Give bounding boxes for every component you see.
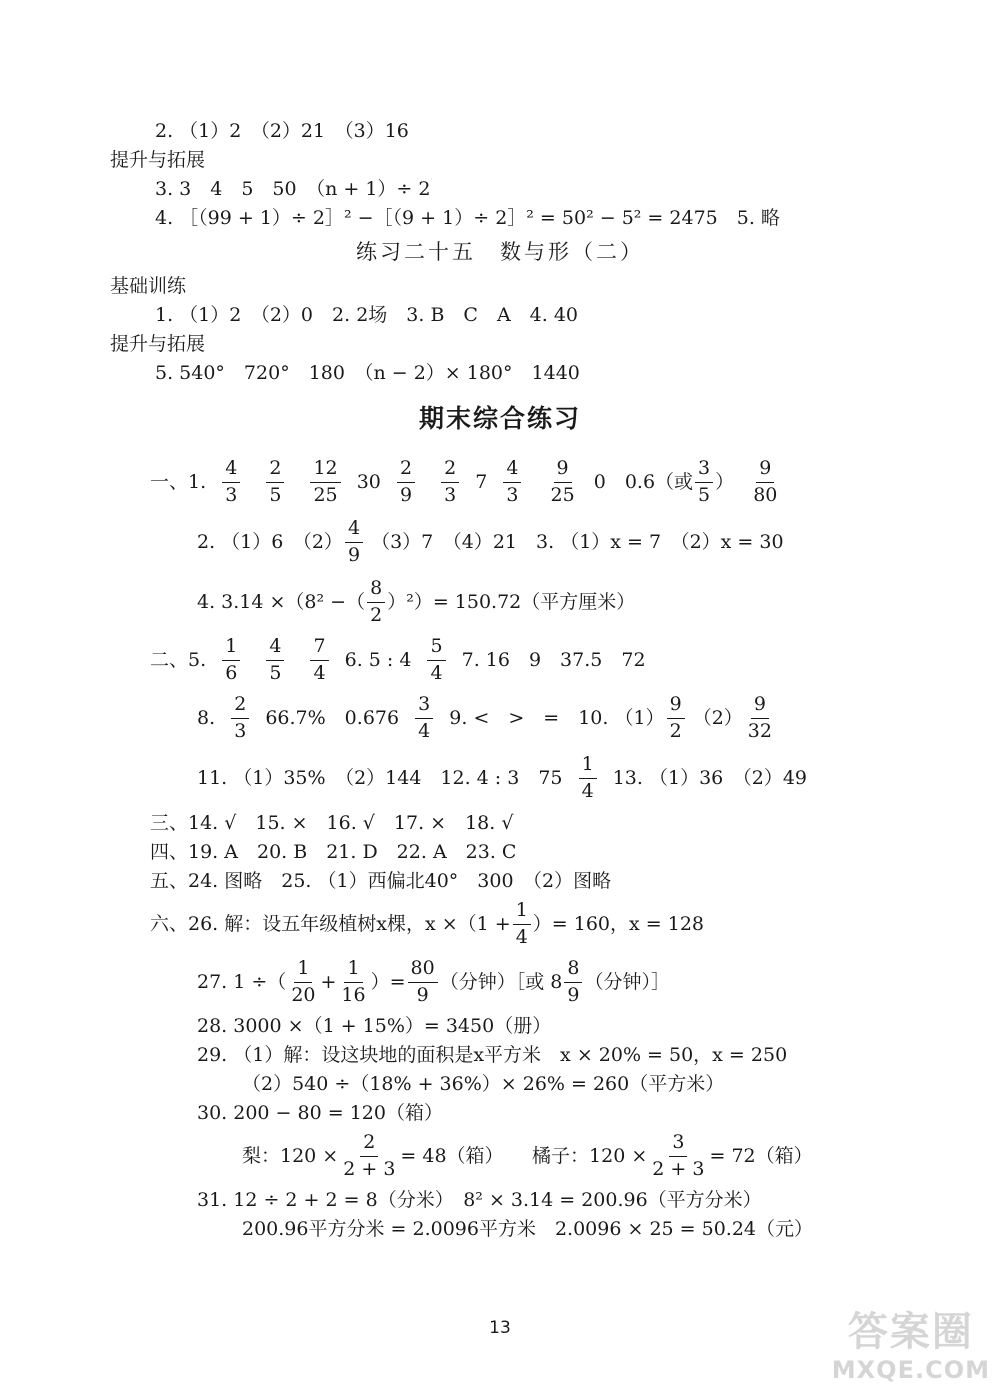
answer-row	[197, 958, 670, 1007]
fraction	[397, 458, 415, 507]
numerator: 12	[310, 458, 340, 483]
fraction	[427, 636, 445, 685]
answer-row	[150, 458, 790, 507]
denominator: 3	[444, 483, 457, 506]
numerator: 2	[397, 458, 415, 483]
answer-line: 五、24. 图略 25. （1）西偏北40° 300 （2）图略	[150, 870, 612, 892]
row-text: （3）7 （4）21 3. （1）x = 7 （2）x = 30	[371, 530, 784, 553]
answer-line: 4. ［（99 + 1）÷ 2］² −［（9 + 1）÷ 2］² = 50² − 5² = 2475 5. 略	[155, 207, 780, 229]
denominator: 2	[669, 719, 682, 742]
numerator: 9	[756, 458, 774, 483]
fraction	[338, 958, 368, 1007]
row-text: 一、1.	[150, 470, 207, 493]
answer-line: 三、14. √ 15. × 16. √ 17. × 18. √	[150, 812, 514, 834]
denominator: 16	[341, 983, 366, 1006]
denominator: 9	[567, 983, 580, 1006]
numerator: 8	[564, 958, 582, 983]
numerator: 4	[345, 518, 363, 543]
row-text: 六、26. 解：设五年级植树x棵，x ×（1 +	[150, 912, 511, 935]
row-text: 4. 3.14 ×（8² −（	[197, 590, 366, 613]
fraction	[288, 958, 318, 1007]
answer-row	[150, 636, 646, 685]
numerator: 4	[266, 636, 284, 661]
fraction	[649, 1132, 707, 1181]
denominator: 80	[753, 483, 778, 506]
fraction	[222, 636, 240, 685]
page-number: 13	[489, 1318, 511, 1338]
fraction	[667, 694, 685, 743]
numerator: 2	[266, 458, 284, 483]
denominator: 4	[581, 779, 594, 802]
denominator: 3	[234, 719, 247, 742]
answer-line: （2）540 ÷（18% + 36%）× 26% = 260（平方米）	[242, 1073, 725, 1095]
row-text: 0 0.6（或	[593, 470, 694, 493]
answer-line: 29. （1）解：设这块地的面积是x平方米 x × 20% = 50，x = 250	[197, 1044, 788, 1066]
page-title: 期末综合练习	[418, 404, 581, 433]
fraction	[513, 900, 531, 949]
numerator: 1	[222, 636, 240, 661]
row-text: 6. 5 : 4	[344, 648, 412, 671]
denominator: 5	[269, 483, 282, 506]
fraction	[310, 636, 328, 685]
denominator: 25	[550, 483, 575, 506]
numerator: 2	[360, 1132, 378, 1157]
denominator: 25	[313, 483, 338, 506]
denominator: 4	[430, 661, 443, 684]
denominator: 4	[418, 719, 431, 742]
answer-row	[197, 578, 635, 627]
denominator: 4	[515, 925, 528, 948]
answer-line: 2. （1）2 （2）21 （3）16	[155, 120, 409, 142]
watermark-url: MXQE.COM	[831, 1356, 990, 1384]
numerator: 8	[367, 578, 385, 603]
watermark-logo	[831, 1309, 990, 1384]
answer-line: 四、19. A 20. B 21. D 22. A 23. C	[150, 841, 517, 863]
answer-line: 30. 200 − 80 = 120（箱）	[197, 1102, 443, 1124]
row-text: 9. < > = 10. （1）	[449, 706, 665, 729]
numerator: 2	[441, 458, 459, 483]
numerator: 80	[408, 958, 438, 983]
numerator: 2	[231, 694, 249, 719]
answer-line: 3. 3 4 5 50 （n + 1）÷ 2	[155, 178, 431, 200]
fraction	[548, 458, 578, 507]
answer-row	[150, 900, 704, 949]
section-heading: 提升与拓展	[110, 333, 206, 355]
denominator: 3	[225, 483, 238, 506]
denominator: 5	[269, 661, 282, 684]
numerator: 7	[310, 636, 328, 661]
answer-line: 28. 3000 ×（1 + 15%）= 3450（册）	[197, 1015, 552, 1037]
section-heading: 基础训练	[110, 275, 187, 297]
row-text: （分钟）］	[584, 970, 670, 993]
numerator: 1	[344, 958, 362, 983]
fraction	[750, 458, 780, 507]
denominator: 9	[399, 483, 413, 506]
denominator: 6	[225, 661, 238, 684]
fraction	[415, 694, 433, 743]
exercise-title: 练习二十五 数与形（二）	[356, 240, 644, 264]
numerator: 3	[415, 694, 433, 719]
numerator: 4	[222, 458, 240, 483]
row-text: 30	[356, 470, 381, 493]
numerator: 3	[669, 1132, 687, 1157]
row-text: 梨：120 ×	[242, 1144, 339, 1167]
row-text: ）=	[370, 970, 406, 993]
answer-line: 200.96平方分米 = 2.0096平方米 2.0096 × 25 = 50.24（元）	[242, 1218, 814, 1240]
fraction	[340, 1132, 398, 1181]
numerator: 9	[751, 694, 769, 719]
answer-row	[197, 518, 784, 567]
fraction	[503, 458, 521, 507]
numerator: 5	[427, 636, 445, 661]
fraction	[695, 458, 713, 507]
answer-row	[197, 694, 777, 743]
row-text: ）	[715, 470, 735, 493]
numerator: 4	[503, 458, 521, 483]
fraction	[745, 694, 775, 743]
row-text: 7. 16 9 37.5 72	[461, 648, 646, 671]
row-text: 66.7% 0.676	[265, 706, 400, 729]
fraction	[367, 578, 385, 627]
fraction	[266, 636, 284, 685]
numerator: 9	[554, 458, 572, 483]
row-text: +	[320, 970, 337, 993]
fraction	[310, 458, 340, 507]
numerator: 9	[667, 694, 685, 719]
denominator: 20	[291, 983, 316, 1006]
numerator: 1	[513, 900, 531, 925]
fraction	[441, 458, 459, 507]
fraction	[266, 458, 284, 507]
row-text: 13. （1）36 （2）49	[612, 766, 808, 789]
fraction	[579, 754, 597, 803]
fraction	[222, 458, 240, 507]
denominator: 3	[506, 483, 519, 506]
denominator: 32	[747, 719, 772, 742]
denominator: 9	[347, 543, 361, 566]
answer-row	[242, 1132, 813, 1181]
row-text: ）= 160，x = 128	[532, 912, 705, 935]
section-heading: 提升与拓展	[110, 149, 206, 171]
denominator: 9	[416, 983, 429, 1006]
denominator: 2	[370, 603, 383, 626]
numerator: 1	[579, 754, 597, 779]
row-text: （2）	[692, 706, 743, 729]
fraction	[345, 518, 363, 567]
row-text: = 72（箱）	[709, 1144, 813, 1167]
denominator: 4	[313, 661, 326, 684]
watermark-title: 答案圈	[847, 1309, 974, 1355]
fraction	[408, 958, 438, 1007]
row-text: 27. 1 ÷（	[197, 970, 287, 993]
row-text: 8.	[197, 706, 216, 729]
answer-line: 1. （1）2 （2）0 2. 2场 3. B C A 4. 40	[155, 304, 579, 326]
row-text: = 48（箱） 橘子：120 ×	[400, 1144, 648, 1167]
row-text: 11. （1）35% （2）144 12. 4 : 3 75	[197, 766, 563, 789]
answer-line: 5. 540° 720° 180 （n − 2）× 180° 1440	[155, 362, 580, 384]
row-text: ）²）= 150.72（平方厘米）	[387, 590, 636, 613]
row-text: 二、5.	[150, 648, 207, 671]
denominator: 2 + 3	[343, 1157, 396, 1180]
numerator: 1	[294, 958, 312, 983]
fraction	[564, 958, 582, 1007]
answer-row	[197, 754, 807, 803]
row-text: 2. （1）6 （2）	[197, 530, 343, 553]
denominator: 2 + 3	[652, 1157, 705, 1180]
row-text: （分钟）［或 8	[439, 970, 563, 993]
denominator: 5	[698, 483, 711, 506]
numerator: 3	[695, 458, 713, 483]
row-text: 7	[475, 470, 488, 493]
answer-line: 31. 12 ÷ 2 + 2 = 8（分米） 8² × 3.14 = 200.96（平方分米）	[197, 1189, 762, 1211]
fraction	[231, 694, 249, 743]
